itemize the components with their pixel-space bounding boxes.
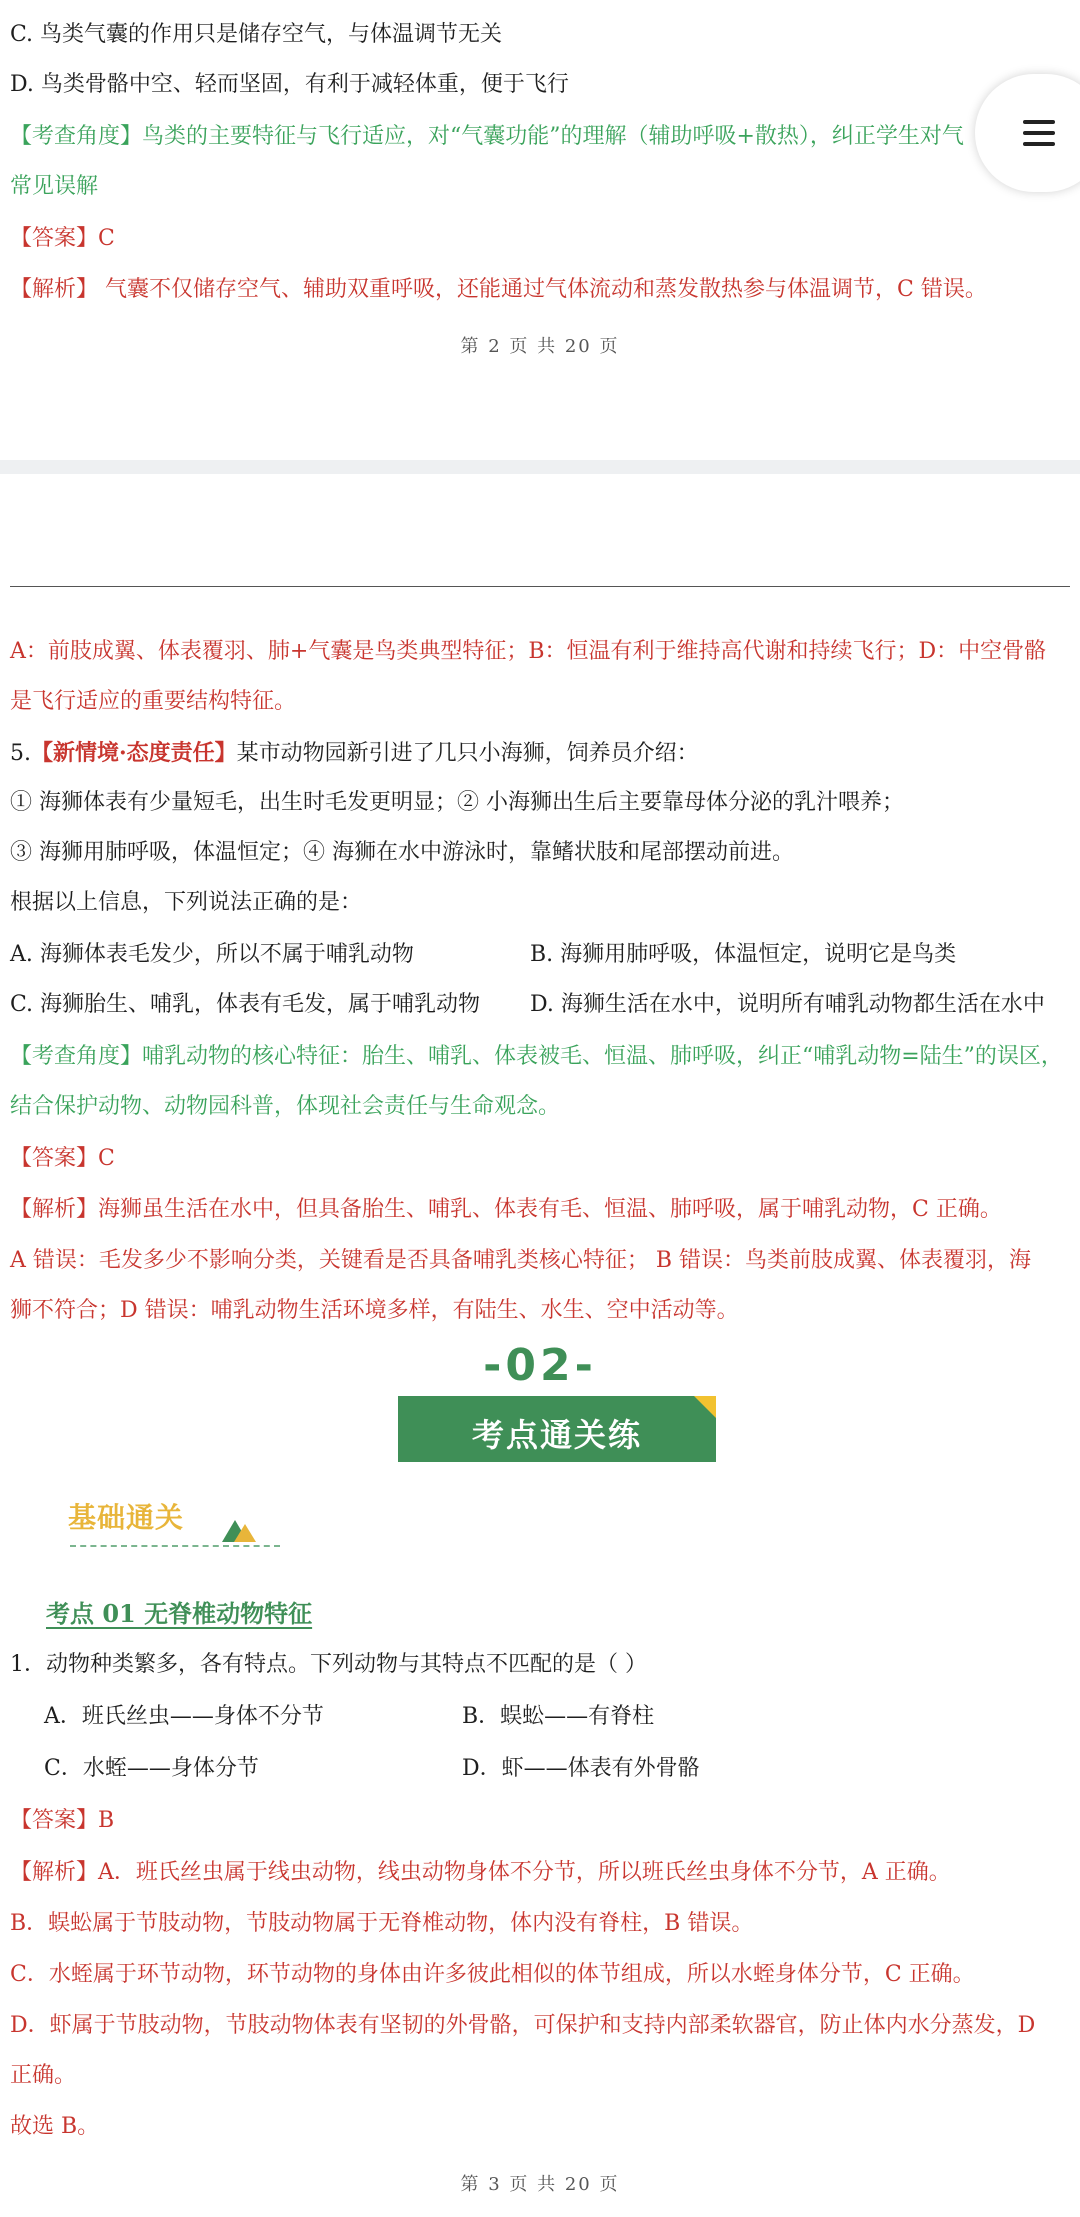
explain-line1: A：前肢成翼、体表覆羽、肺+气囊是鸟类典型特征；B：恒温有利于维持高代谢和持续飞行；D：中空骨骼 [10,639,1047,664]
analysis-label: 【解析】 [10,277,99,302]
q5-option-d: D. 海狮生活在水中，说明所有哺乳动物都生活在水中 [530,992,1045,1017]
section-banner [398,1396,716,1462]
q5-analysis: 【解析】海狮虽生活在水中，但具备胎生、哺乳、体表有毛、恒温、肺呼吸，属于哺乳动物，C 正确。 [10,1197,1002,1222]
answer: 【答案】C [10,226,115,251]
q5-answer: 【答案】C [10,1146,115,1171]
section-number: -02- [483,1340,597,1391]
q5-tag: 【新情境·态度责任】 [31,740,237,766]
basic-title-underline [70,1545,280,1547]
q5-number: 5. [10,741,31,766]
analysis-text: 气囊不仅储存空气、辅助双重呼吸，还能通过气体流动和蒸发散热参与体温调节，C 错误。 [98,277,987,302]
analysis [10,275,987,305]
q1-stem: 1．动物种类繁多，各有特点。下列动物与其特点不匹配的是（ ） [10,1652,647,1677]
option-d: D. 鸟类骨骼中空、轻而坚固，有利于减轻体重，便于飞行 [10,72,569,97]
q1-analysis-2: B．蜈蚣属于节肢动物，节肢动物属于无脊椎动物，体内没有脊柱，B 错误。 [10,1911,754,1936]
section-title: 考点通关练 [471,1416,642,1454]
exam-angle-line1: 【考查角度】鸟类的主要特征与飞行适应，对“气囊功能”的理解（辅助呼吸+散热），纠正学生对气 [10,124,964,149]
option-c: C. 鸟类气囊的作用只是储存空气，与体温调节无关 [10,22,503,47]
q1-option-b: B．蜈蚣——有脊柱 [462,1704,655,1729]
q5-option-a: A. 海狮体表毛发少，所以不属于哺乳动物 [10,942,414,967]
kaodian-heading: 考点 01 无脊椎动物特征 [46,1599,313,1628]
q1-analysis-6: 故选 B。 [10,2114,100,2139]
q5-fact1: ① 海狮体表有少量短毛，出生时毛发更明显；② 小海狮出生后主要靠母体分泌的乳汁喂养； [10,790,904,815]
q5-angle-line2: 结合保护动物、动物园科普，体现社会责任与生命观念。 [10,1094,561,1119]
q5-option-b: B. 海狮用肺呼吸，体温恒定，说明它是鸟类 [530,942,957,967]
basic-title: 基础通关 [68,1501,185,1534]
header-rule [10,586,1070,587]
q1-option-a: A．班氏丝虫——身体不分节 [44,1704,324,1729]
q1-answer: 【答案】B [10,1808,115,1833]
q1-analysis-4: D．虾属于节肢动物，节肢动物体表有坚韧的外骨骼，可保护和支持内部柔软器官，防止体内水分蒸发，D [10,2013,1036,2038]
question-5-stem [10,738,699,769]
q1-analysis-5: 正确。 [10,2063,77,2088]
q1-analysis-1: 【解析】A．班氏丝虫属于线虫动物，线虫动物身体不分节，所以班氏丝虫身体不分节，A 正确。 [10,1860,951,1885]
q5-intro: 某市动物园新引进了几只小海狮，饲养员介绍： [236,741,699,766]
page-separator [0,460,1080,474]
explain-line2: 是飞行适应的重要结构特征。 [10,689,297,714]
q5-error-line1: A 错误：毛发多少不影响分类，关键看是否具备哺乳类核心特征； B 错误：鸟类前肢成翼、体表覆羽，海 [10,1248,1032,1273]
q5-error-line2: 狮不符合；D 错误：哺乳动物生活环境多样，有陆生、水生、空中活动等。 [10,1298,739,1323]
q5-angle-line1: 【考查角度】哺乳动物的核心特征：胎生、哺乳、体表被毛、恒温、肺呼吸，纠正“哺乳动物=陆生”的误区， [10,1044,1063,1069]
q5-prompt: 根据以上信息，下列说法正确的是： [10,890,363,915]
q1-option-d: D．虾——体表有外骨骼 [462,1756,700,1781]
menu-button[interactable] [975,74,1080,192]
q1-analysis-3: C．水蛭属于环节动物，环节动物的身体由许多彼此相似的体节组成，所以水蛭身体分节，C 正确。 [10,1962,975,1987]
q5-fact2: ③ 海狮用肺呼吸，体温恒定；④ 海狮在水中游泳时，靠鳍状肢和尾部摆动前进。 [10,840,794,865]
q1-option-c: C．水蛭——身体分节 [44,1756,259,1781]
exam-angle-line2: 常见误解 [10,174,99,199]
page-footer-3: 第 3 页 共 20 页 [460,2174,620,2195]
q5-option-c: C. 海狮胎生、哺乳，体表有毛发，属于哺乳动物 [10,992,481,1017]
page-footer-2: 第 2 页 共 20 页 [460,336,620,357]
